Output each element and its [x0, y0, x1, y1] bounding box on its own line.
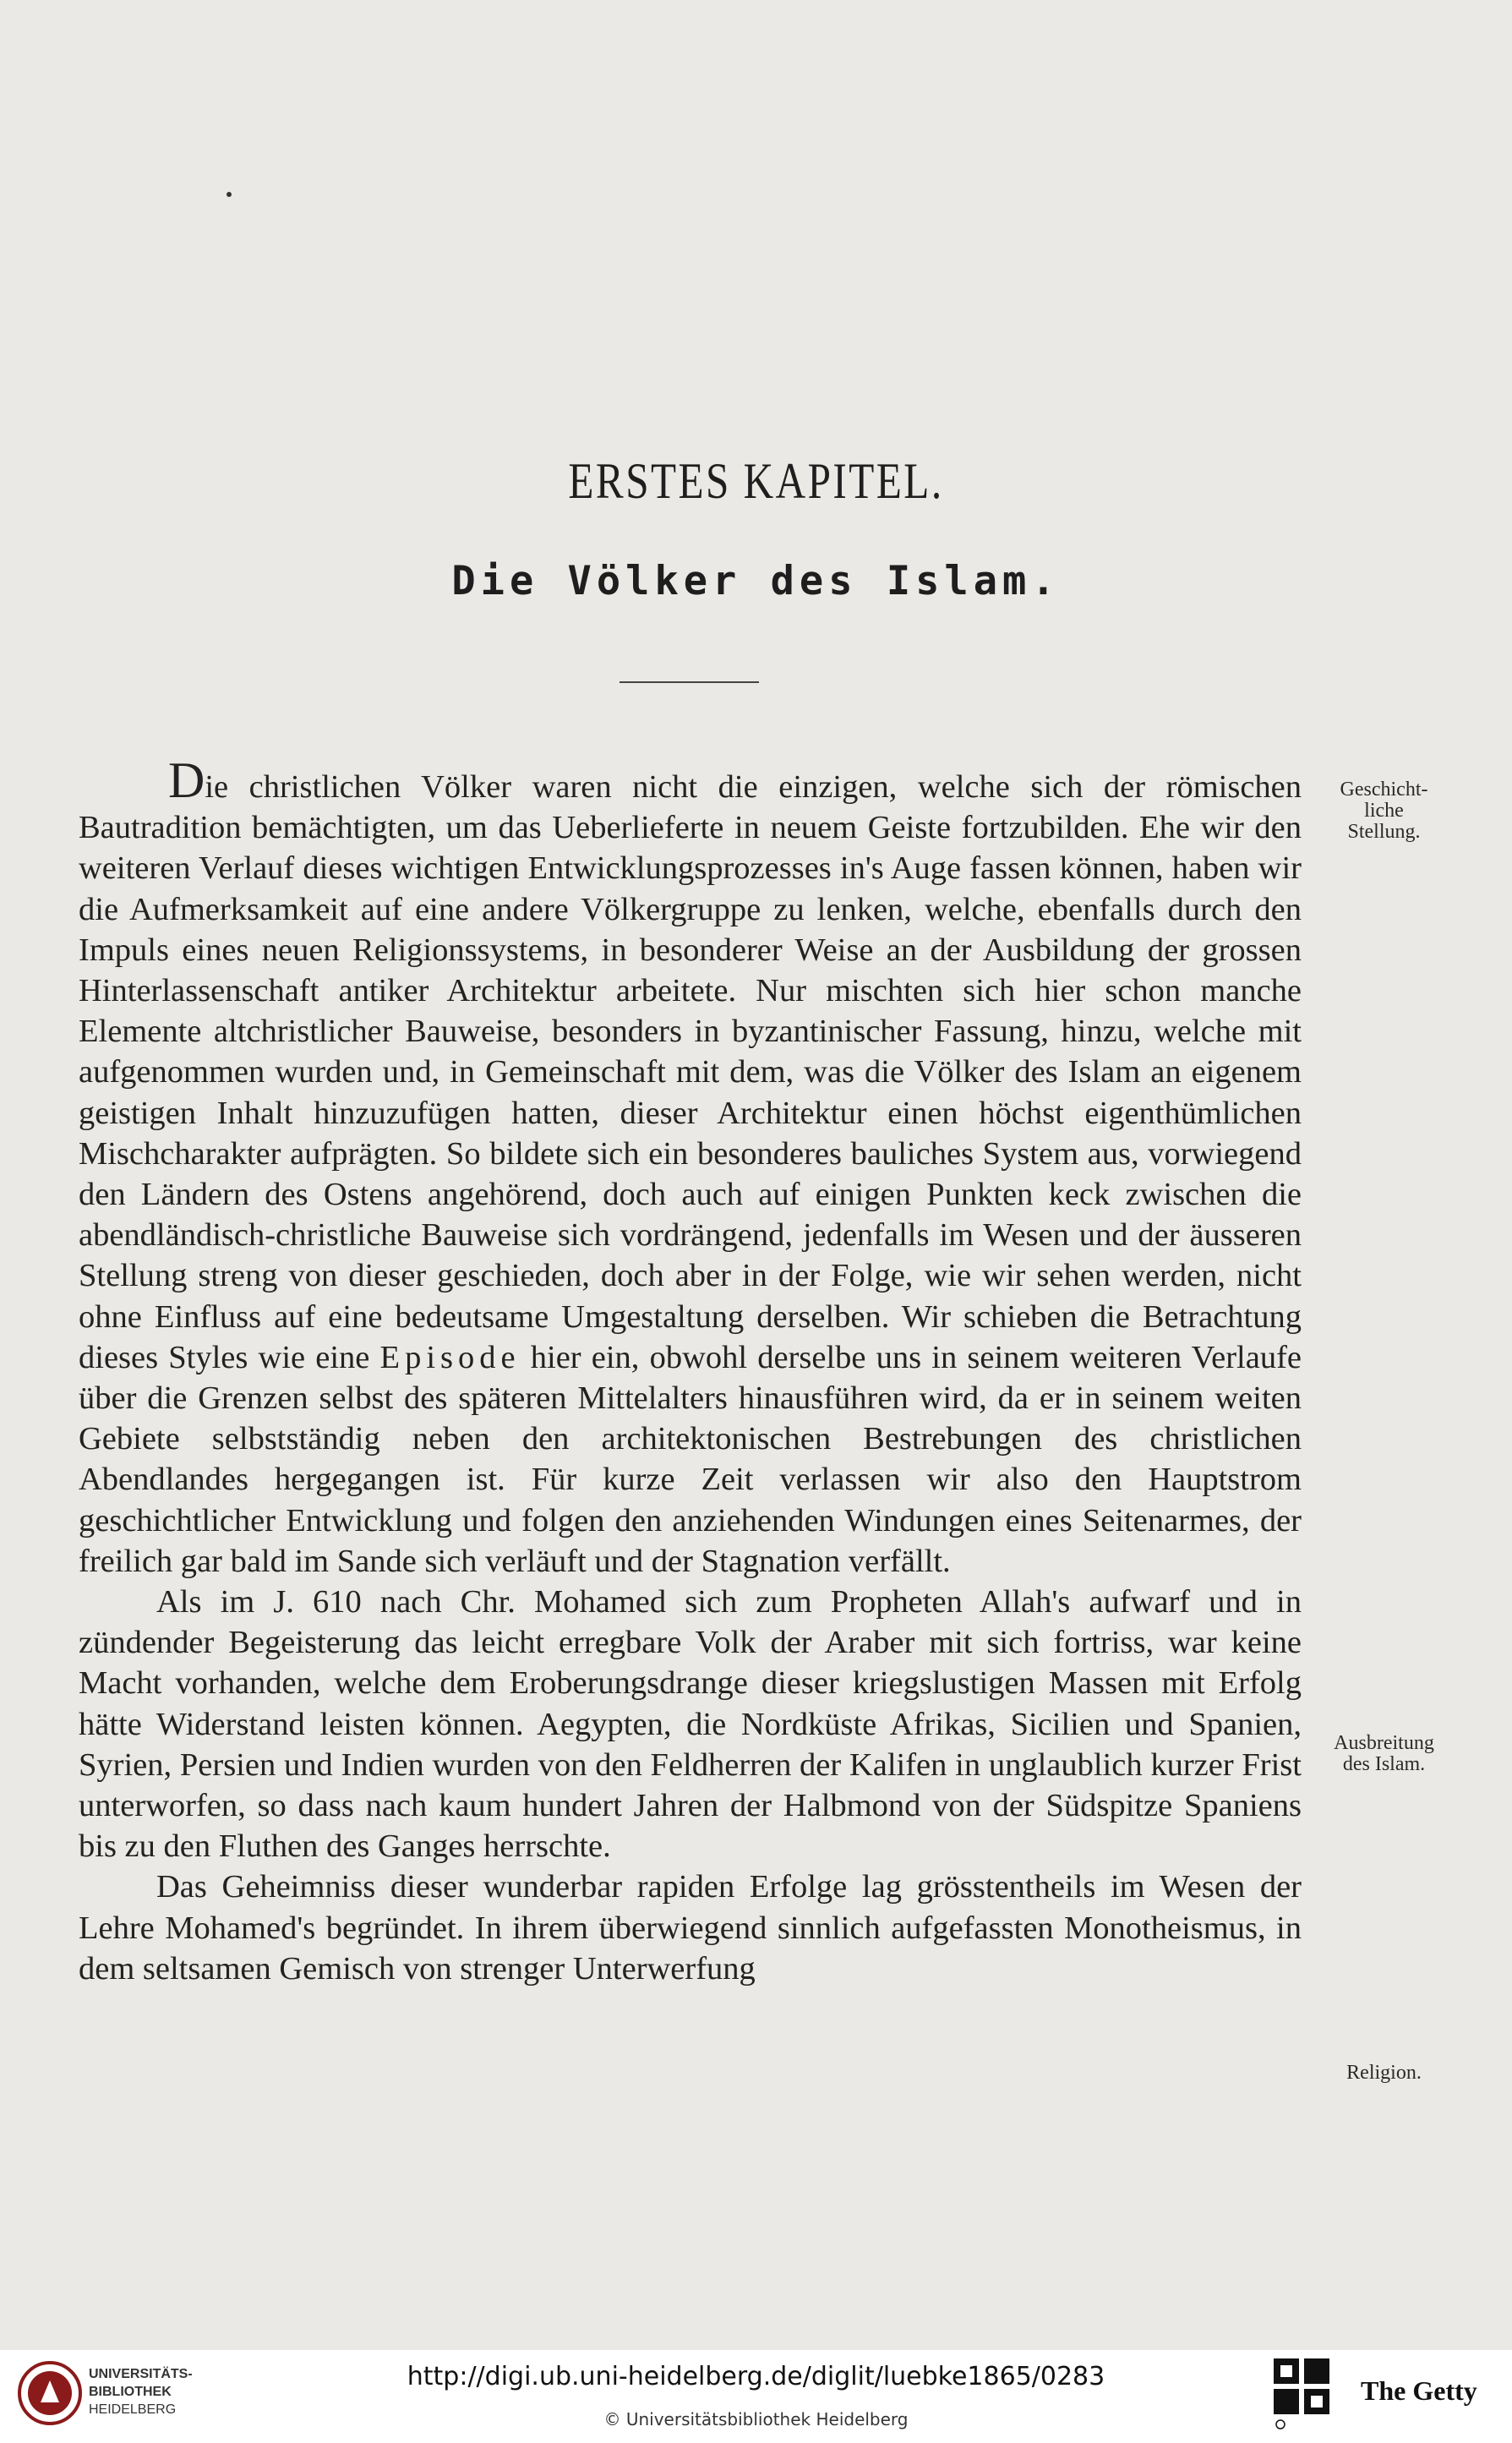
- margin-note-geschichtliche-stellung: Geschicht- liche Stellung.: [1340, 779, 1428, 843]
- emphasis-episode: Episode: [379, 1339, 521, 1375]
- library-name: UNIVERSITÄTS- BIBLIOTHEK HEIDELBERG: [89, 2367, 193, 2417]
- copyright-notice: © Universitätsbibliothek Heidelberg: [603, 2409, 909, 2429]
- getty-wordmark: The Getty: [1361, 2375, 1477, 2406]
- chapter-subtitle: Die Völker des Islam.: [451, 558, 1061, 604]
- paragraph-2: Als im J. 610 nach Chr. Mohamed sich zum Propheten Allah's aufwarf und in zündender Begeisterung das leicht erregbare Volk der Araber mit sich fortriss, war keine Macht vorhanden, welche dem Eroberungsdrange dieser kriegslustigen Massen mit Erfolg hätte Widerstand leisten können. Aegypten, die Nordküste Afrikas, Sicilien und Spanien, Syrien, Persien und Indien wurden von den Feldherren der Kalifen in unglaublich kurzer Frist unterworfen, so dass nach kaum hundert Jahren der Halbmond von der Südspitze Spaniens bis zu den Fluthen des Ganges herrschte.: [79, 1584, 1302, 1865]
- paragraph-1-text-b: hier ein, obwohl derselbe uns in seinem weiteren Verlaufe über die Grenzen selbst des späteren Mittelalters hinausführen wird, da er in seinem weiten Gebiete selbstständig neben den architektonischen Bestrebungen des christlichen Abendlandes hergegangen ist. Für kurze Zeit verlassen wir also den Hauptstrom geschichtlicher Entwicklung und folgen den anziehenden Windungen eines Seitenarmes, der freilich gar bald im Sande sich verläuft und der Stagnation verfällt.: [79, 1339, 1302, 1579]
- drop-cap: D: [168, 752, 205, 808]
- body-text: [79, 752, 1302, 1989]
- paragraph-1: [79, 752, 1302, 1582]
- source-url-link[interactable]: http://digi.ub.uni-heidelberg.de/diglit/luebke1865/0283: [407, 2362, 1105, 2391]
- paragraph-1-text-a: ie christlichen Völker waren nicht die einzigen, welche sich der römischen Bautradition bemächtigten, um das Ueberlieferte in neuem Geiste fortzubilden. Ehe wir den weiteren Verlauf dieses wichtigen Entwicklungsprozesses in's Auge fassen können, haben wir die Aufmerksamkeit auf eine andere Völkergruppe zu lenken, welche, ebenfalls durch den Impuls eines neuen Religionssystems, in besonderer Weise an der Ausbildung der grossen Hinterlassenschaft antiker Architektur arbeitete. Nur mischten sich hier schon manche Elemente altchristlicher Bauweise, besonders in byzantinischer Fassung, hinzu, welche mit aufgenommen wurden und, in Gemeinschaft mit dem, was die Völker des Islam an eigenem geistigen Inhalt hinzuzufügen hatten, dieser Architektur einen höchst eigenthümlichen Mischcharakter aufprägten. So bildete sich ein besonderes bauliches System aus, vorwiegend den Ländern des Ostens angehörend, doch auch auf einigen Punkten keck zwischen die abendländisch-christliche Bauweise sich vordrängend, jedenfalls im Wesen und der äusseren Stellung streng von dieser geschieden, doch aber in der Folge, wie wir sehen werden, nicht ohne Einfluss auf eine bedeutsame Umgestaltung derselben. Wir schieben die Betrachtung dieses Styles wie eine: [79, 769, 1302, 1375]
- getty-logo-icon: [1272, 2357, 1333, 2433]
- margin-note-ausbreitung: Ausbreitung des Islam.: [1334, 1732, 1434, 1775]
- margin-note-religion: Religion.: [1346, 2062, 1422, 2084]
- page-speck: [227, 192, 232, 197]
- title-divider: [620, 681, 759, 683]
- footer-bar: [0, 2350, 1512, 2443]
- chapter-title: ERSTES KAPITEL.: [568, 453, 944, 509]
- paragraph-3: Das Geheimniss dieser wunderbar rapiden Erfolge lag grösstentheils im Wesen der Lehre Mohamed's begründet. In ihrem überwiegend sinnlich aufgefassten Monotheismus, in dem seltsamen Gemisch von strenger Unterwerfung: [79, 1869, 1302, 1987]
